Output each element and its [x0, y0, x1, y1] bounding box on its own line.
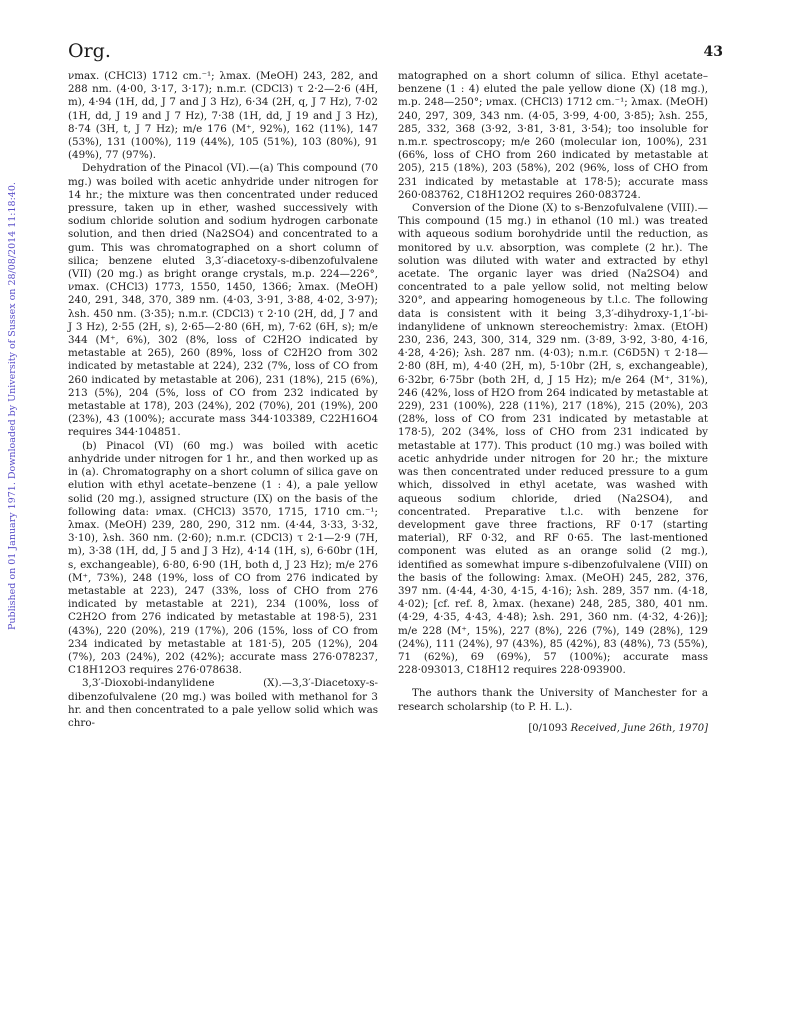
manuscript-ref: [0/1093 [528, 722, 568, 734]
paragraph-dioxobi-indanylidene: 3,3′-Dioxobi-indanylidene (X).—3,3′-Diacetoxy-s-dibenzofulvalene (20 mg.) was boiled with methanol for 3 hr. and then concentrated to a pale yellow solid which was chro- [68, 677, 378, 729]
paragraph-spectral-data: νmax. (CHCl3) 1712 cm.⁻¹; λmax. (MeOH) 243, 282, and 288 nm. (4·00, 3·17, 3·17); n.m.r. (CDCl3) τ 2·2—2·6 (4H, m), 4·94 (1H, dd, J 7 and J 3 Hz), 6·34 (2H, q, J 7 Hz), 7·02 (1H, dd, J 19 and J 7 Hz), 7·38 (1H, dd, J 19 and J 3 Hz), 8·74 (3H, t, J 7 Hz); m/e 176 (M⁺, 92%), 162 (11%), 147 (53%), 131 (100%), 119 (44%), 105 (51%), 103 (80%), 91 (49%), 77 (97%). [68, 70, 378, 162]
left-column [68, 70, 378, 730]
page-number: 43 [703, 44, 723, 60]
paragraph-continuation: matographed on a short column of silica. Ethyl acetate–benzene (1 : 4) eluted the pale yellow dione (X) (18 mg.), m.p. 248—250°; νmax. (CHCl3) 1712 cm.⁻¹; λmax. (MeOH) 240, 297, 309, 343 nm. (4·05, 3·99, 4·00, 3·85); λsh. 255, 285, 332, 368 (3·92, 3·81, 3·81, 3·54); too insoluble for n.m.r. spectroscopy; m/e 260 (molecular ion, 100%), 231 (66%, loss of CHO from 260 indicated by metastable at 205), 215 (18%), 203 (58%), 202 (96%, loss of CHO from 231 indicated by metastable at 178·5); accurate mass 260·083762, C18H12O2 requires 260·083724. [398, 70, 708, 201]
received-date: Received, June 26th, 1970] [570, 722, 708, 734]
paragraph-dehydration-b: (b) Pinacol (VI) (60 mg.) was boiled with acetic anhydride under nitrogen for 1 hr., and then worked up as in (a). Chromatography on a short column of silica gave on elution with ethyl acetate–benzene (1 : 4), a pale yellow solid (20 mg.), assigned structure (IX) on the basis of the following data: νmax. (CHCl3) 3570, 1715, 1710 cm.⁻¹; λmax. (MeOH) 239, 280, 290, 312 nm. (4·44, 3·33, 3·32, 3·10), λsh. 360 nm. (2·60); n.m.r. (CDCl3) τ 2·1—2·9 (7H, m), 3·38 (1H, dd, J 5 and J 3 Hz), 4·14 (1H, s), 6·60br (1H, s, exchangeable), 6·80, 6·90 (1H, both d, J 23 Hz); m/e 276 (M⁺, 73%), 248 (19%, loss of CO from 276 indicated by metastable at 223), 247 (33%, loss of CHO from 276 indicated by metastable at 221), 234 (100%, loss of C2H2O from 276 indicated by metastable at 198·5), 231 (43%), 220 (20%), 219 (17%), 206 (15%, loss of CO from 234 indicated by metastable at 181·5), 205 (12%), 204 (7%), 203 (24%), 202 (42%); accurate mass 276·078237, C18H12O3 requires 276·078638. [68, 439, 378, 677]
paragraph-dehydration-a: Dehydration of the Pinacol (VI).—(a) This compound (70 mg.) was boiled with acetic anhydride under nitrogen for 14 hr.; the mixture was then concentrated under reduced pressure, taken up in ether, washed successively with sodium chloride solution and sodium hydrogen carbonate solution, and then dried (Na2SO4) and concentrated to a gum. This was chromatographed on a short column of silica; benzene eluted 3,3′-diacetoxy-s-dibenzofulvalene (VII) (20 mg.) as bright orange crystals, m.p. 224—226°, νmax. (CHCl3) 1773, 1550, 1450, 1366; λmax. (MeOH) 240, 291, 348, 370, 389 nm. (4·03, 3·91, 3·88, 4·02, 3·97); λsh. 450 nm. (3·35); n.m.r. (CDCl3) τ 2·10 (2H, dd, J 7 and J 3 Hz), 2·55 (2H, s), 2·65—2·80 (6H, m), 7·62 (6H, s); m/e 344 (M⁺, 6%), 302 (8%, loss of C2H2O indicated by metastable at 265), 260 (89%, loss of C2H2O from 302 indicated by metastable at 224), 232 (7%, loss of CO from 260 indicated by metastable at 206), 231 (18%), 215 (6%), 213 (5%), 204 (5%, loss of CO from 232 indicated by metastable at 178), 203 (24%), 202 (70%), 201 (19%), 200 (23%), 43 (100%); accurate mass 344·103389, C22H16O4 requires 344·104851. [68, 162, 378, 439]
download-stamp[interactable]: Published on 01 January 1971. Downloaded by University of Sussex on 28/08/2014 11:18:40. [7, 182, 18, 630]
journal-title: Org. [68, 40, 111, 62]
right-column [398, 70, 708, 735]
received-line [398, 722, 708, 735]
paragraph-acknowledgements: The authors thank the University of Manchester for a research scholarship (to P. H. L.). [398, 687, 708, 713]
paragraph-conversion: Conversion of the Dione (X) to s-Benzofulvalene (VIII).—This compound (15 mg.) in ethanol (10 ml.) was treated with aqueous sodium borohydride until the reduction, as monitored by u.v. absorption, was complete (2 hr.). The solution was diluted with water and extracted by ethyl acetate. The organic layer was dried (Na2SO4) and concentrated to a pale yellow solid, not melting below 320°, and appearing homogeneous by t.l.c. The following data is consistent with it being 3,3′-dihydroxy-1,1′-bi-indanylidene of unknown stereochemistry: λmax. (EtOH) 230, 236, 243, 300, 314, 329 nm. (3·89, 3·92, 3·80, 4·16, 4·28, 4·26); λsh. 287 nm. (4·03); n.m.r. (C6D5N) τ 2·18—2·80 (8H, m), 4·40 (2H, m), 5·10br (2H, s, exchangeable), 6·32br, 6·75br (both 2H, d, J 15 Hz); m/e 264 (M⁺, 31%), 246 (42%, loss of H2O from 264 indicated by metastable at 229), 231 (100%), 228 (11%), 217 (18%), 215 (20%), 203 (28%, loss of CO from 231 indicated by metastable at 178·5), 202 (34%, loss of CHO from 231 indicated by metastable at 177). This product (10 mg.) was boiled with acetic anhydride under nitrogen for 20 hr.; the mixture was then concentrated under reduced pressure to a gum which, dissolved in ethyl acetate, was washed with aqueous sodium chloride, dried (Na2SO4), and concentrated. Preparative t.l.c. with benzene for development gave three fractions, RF 0·17 (starting material), RF 0·32, and RF 0·65. The last-mentioned component was eluted as an orange solid (2 mg.), identified as somewhat impure s-dibenzofulvalene (VIII) on the basis of the following: λmax. (MeOH) 245, 282, 376, 397 nm. (4·44, 4·30, 4·15, 4·16); λsh. 289, 357 nm. (4·18, 4·02); [cf. ref. 8, λmax. (hexane) 248, 285, 380, 401 nm. (4·29, 4·35, 4·43, 4·48); λsh. 291, 360 nm. (4·32, 4·26)]; m/e 228 (M⁺, 15%), 227 (8%), 226 (7%), 149 (28%), 129 (24%), 111 (24%), 97 (43%), 85 (42%), 83 (48%), 73 (55%), 71 (62%), 69 (69%), 57 (100%); accurate mass 228·093013, C18H12 requires 228·093900. [398, 202, 708, 677]
